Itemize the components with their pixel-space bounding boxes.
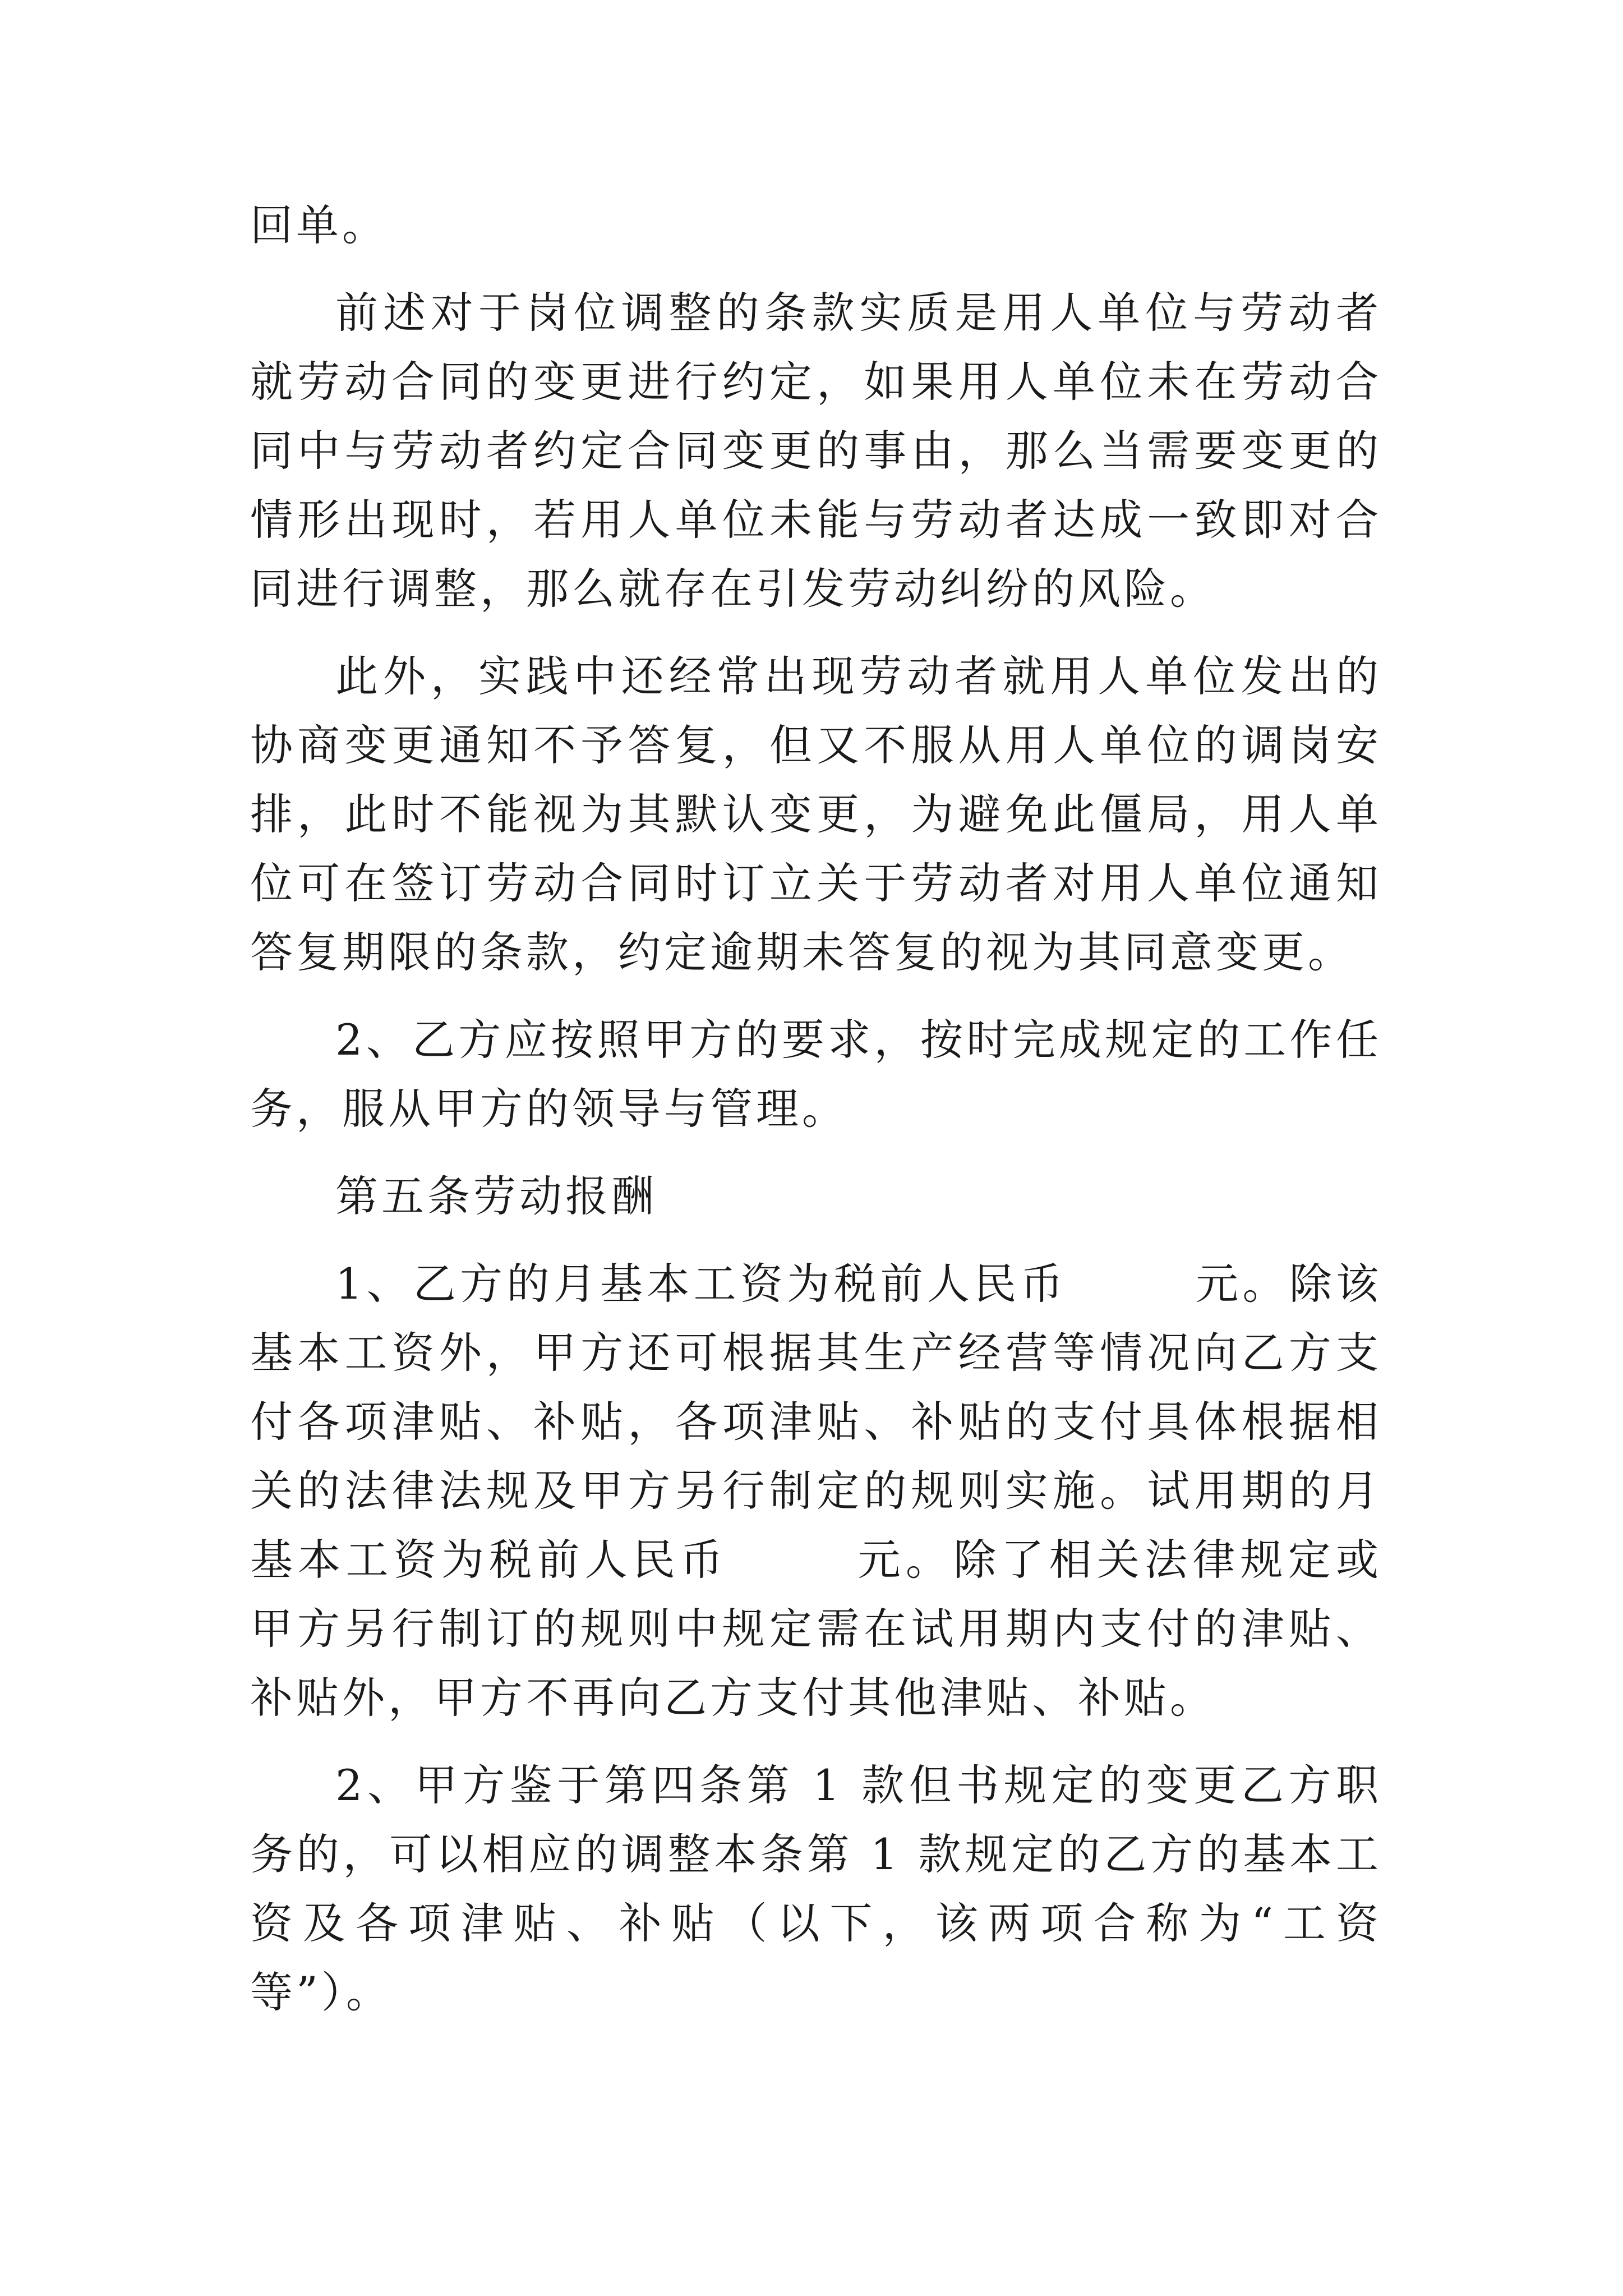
clause-5-1-text-b: 元。除该基本工资外，甲方还可根据其生产经营等情况向乙方支付各项津贴、补贴，各项津贴、补贴的支付具体根据相关的法律法规及甲方另行制定的规则实施。试用期的月基本工资为税前人民币 (250, 1259, 1382, 1585)
paragraph-clause-5-1 (250, 1249, 1382, 1732)
paragraph-receipt: 回单。 (250, 200, 388, 250)
clause-5-1-text-c: 元。除了相关法律规定或甲方另行制订的规则中规定需在试用期内支付的津贴、补贴外，甲方不再向乙方支付其他津贴、补贴。 (250, 1535, 1382, 1723)
paragraph-clause-5-2: 2、甲方鉴于第四条第 1 款但书规定的变更乙方职务的，可以相应的调整本条第 1 款规定的乙方的基本工资及各项津贴、补贴（以下，该两项合称为“工资等”）。 (250, 1760, 1382, 2017)
paragraph-clause-4-2: 2、乙方应按照甲方的要求，按时完成规定的工作任务，服从甲方的领导与管理。 (250, 1015, 1382, 1134)
section-heading-article-5: 第五条劳动报酬 (335, 1171, 657, 1221)
paragraph-position-adjustment: 前述对于岗位调整的条款实质是用人单位与劳动者就劳动合同的变更进行约定，如果用人单位未在劳动合同中与劳动者约定合同变更的事由，那么当需要变更的情形出现时，若用人单位未能与劳动者达成一致即对合同进行调整，那么就存在引发劳动纠纷的风险。 (250, 288, 1382, 614)
paragraph-notice-reply: 此外，实践中还经常出现劳动者就用人单位发出的协商变更通知不予答复，但又不服从用人单位的调岗安排，此时不能视为其默认变更，为避免此僵局，用人单位可在签订劳动合同时订立关于劳动者对用人单位通知答复期限的条款，约定逾期未答复的视为其同意变更。 (250, 651, 1382, 977)
clause-5-1-text-a: 1、乙方的月基本工资为税前人民币 (335, 1259, 1067, 1309)
document-body (250, 191, 1382, 2045)
